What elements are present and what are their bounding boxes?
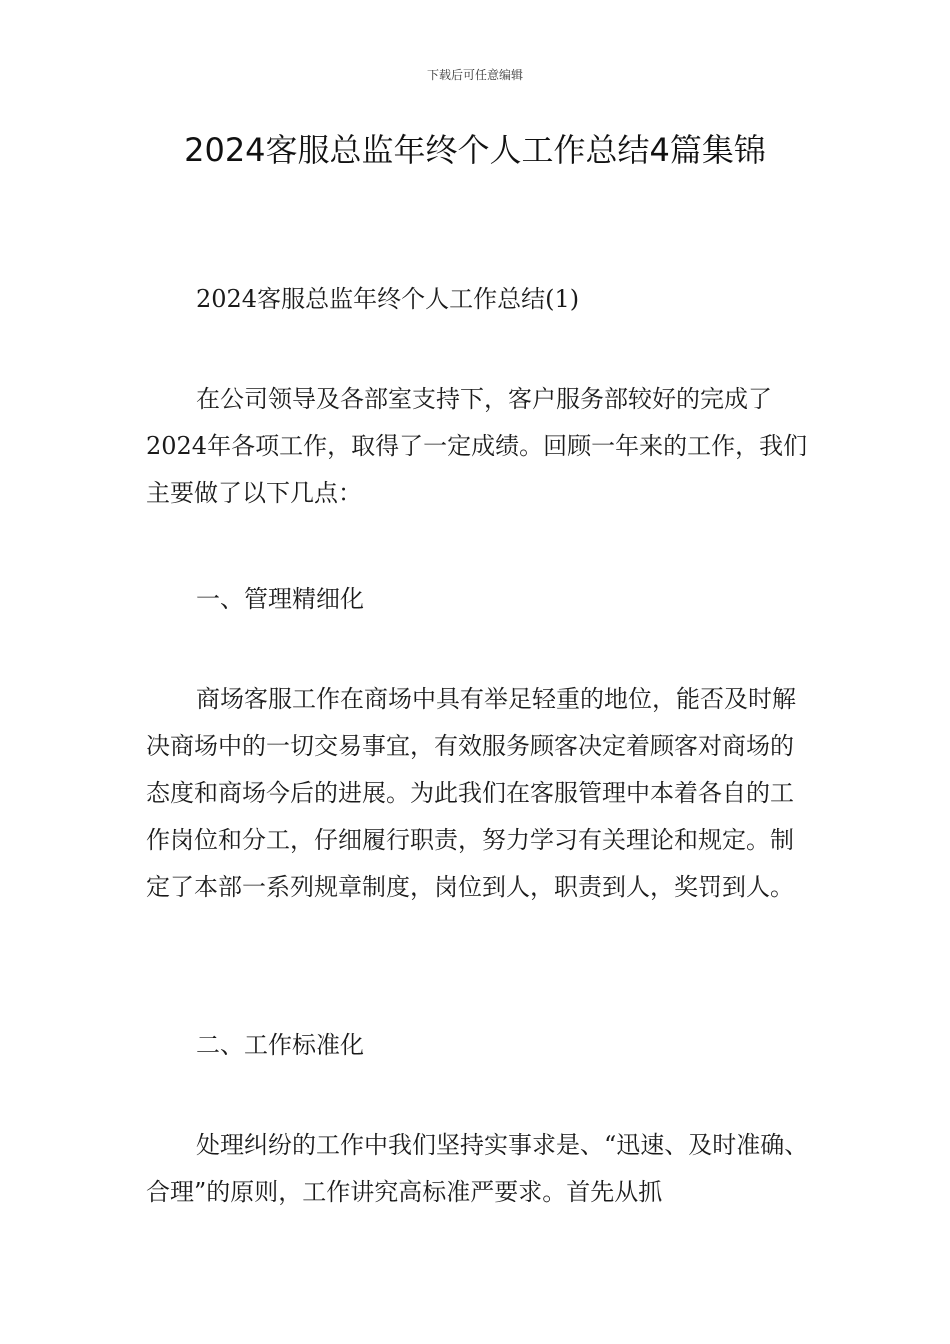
section-heading-standardization: 二、工作标准化 (196, 1031, 364, 1059)
section-heading-management: 一、管理精细化 (196, 585, 364, 613)
section-subtitle: 2024客服总监年终个人工作总结(1) (196, 285, 580, 313)
document-title: 2024客服总监年终个人工作总结4篇集锦 (184, 131, 766, 169)
header-note: 下载后可任意编辑 (426, 68, 523, 82)
body-paragraph-standardization: 处理纠纷的工作中我们坚持实事求是、“迅速、及时准确、合理”的原则，工作讲究高标准严要求。首先从抓 (146, 1131, 809, 1206)
intro-paragraph: 在公司领导及各部室支持下，客户服务部较好的完成了2024年各项工作，取得了一定成绩。回顾一年来的工作，我们主要做了以下几点： (146, 385, 808, 507)
body-paragraph-management: 商场客服工作在商场中具有举足轻重的地位，能否及时解决商场中的一切交易事宜，有效服务顾客决定着顾客对商场的态度和商场今后的进展。为此我们在客服管理中本着各自的工作岗位和分工，仔细履行职责，努力学习有关理论和规定。制定了本部一系列规章制度，岗位到人，职责到人，奖罚到人。 (146, 685, 796, 901)
